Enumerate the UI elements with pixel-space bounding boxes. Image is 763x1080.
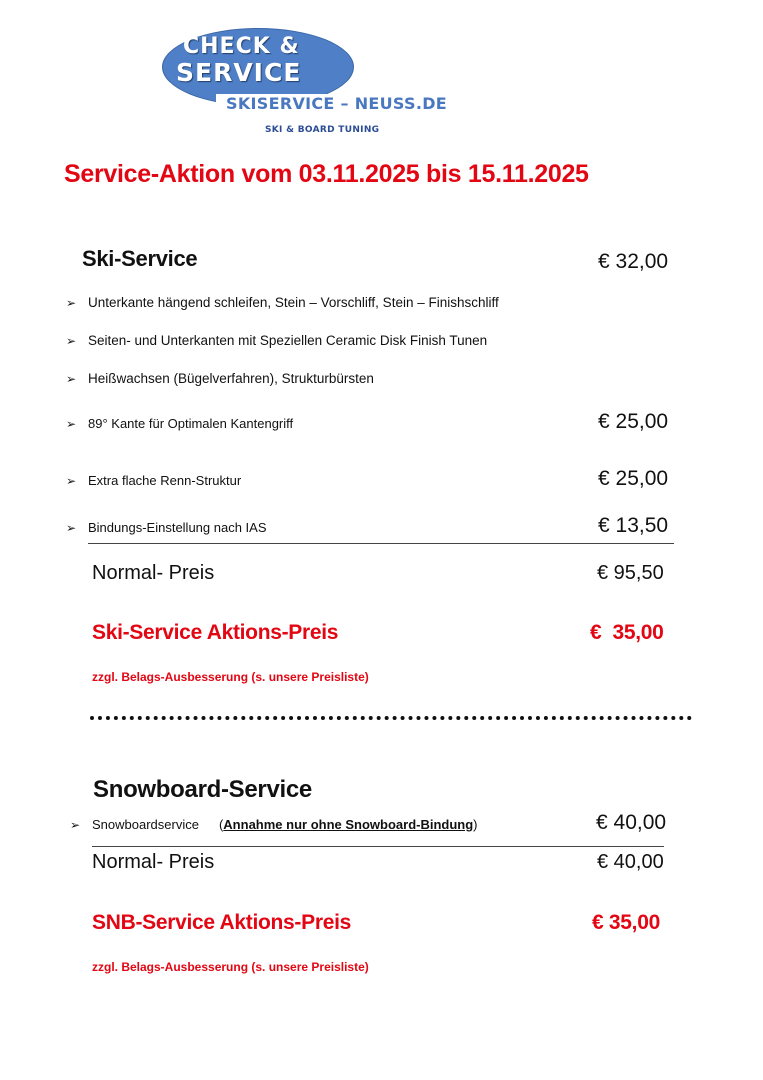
snowboard-promo-price: € 35,00 <box>592 911 660 934</box>
paren-close: ) <box>473 817 478 832</box>
paren-open: ( <box>218 817 224 832</box>
ski-promo-label: Ski-Service Aktions-Preis <box>92 621 339 644</box>
ski-item-price: € 13,50 <box>598 514 669 537</box>
snowboard-promo-label: SNB-Service Aktions-Preis <box>92 911 351 934</box>
bullet-arrow-icon: ➢ <box>70 818 81 832</box>
ski-item-label: 89° Kante für Optimalen Kantengriff <box>88 416 294 431</box>
snowboard-item-condition: Annahme nur ohne Snowboard-Bindung <box>223 817 474 832</box>
logo-line2: SERVICE <box>176 58 302 87</box>
ski-service-price: € 32,00 <box>598 250 669 273</box>
company-logo <box>160 28 460 140</box>
ski-item-label: Heißwachsen (Bügelverfahren), Strukturbürsten <box>88 371 374 386</box>
ski-promo-price: € 35,00 <box>590 621 664 644</box>
ski-item-label: Bindungs-Einstellung nach IAS <box>88 520 267 535</box>
snowboard-item <box>70 817 478 832</box>
ski-item <box>66 295 499 310</box>
logo-website: SKISERVICE – NEUSS.DE <box>226 94 448 113</box>
ski-item <box>66 473 241 488</box>
snowboard-normal-price: € 40,00 <box>597 851 664 873</box>
ski-item <box>66 520 267 535</box>
ski-item-price: € 25,00 <box>598 410 669 433</box>
ski-item <box>66 333 487 348</box>
ski-normal-price-label: Normal- Preis <box>92 562 215 584</box>
snowboard-item-label: Snowboardservice <box>92 817 199 832</box>
ski-item <box>66 416 293 431</box>
ski-item-label: Seiten- und Unterkanten mit Speziellen Ceramic Disk Finish Tunen <box>88 333 488 348</box>
ski-item <box>66 371 374 386</box>
bullet-arrow-icon: ➢ <box>66 521 77 535</box>
snowboard-sum-divider <box>92 846 664 847</box>
bullet-arrow-icon: ➢ <box>66 417 77 431</box>
ski-service-heading: Ski-Service <box>82 246 198 271</box>
page-title: Service-Aktion vom 03.11.2025 bis 15.11.2025 <box>64 160 589 188</box>
snowboard-service-heading: Snowboard-Service <box>93 776 312 803</box>
ski-normal-price: € 95,50 <box>597 562 664 584</box>
bullet-arrow-icon: ➢ <box>66 372 77 386</box>
snowboard-item-price: € 40,00 <box>596 811 667 834</box>
bullet-arrow-icon: ➢ <box>66 474 77 488</box>
ski-sum-divider <box>88 543 674 544</box>
ski-promo-note: zzgl. Belags-Ausbesserung (s. unsere Preisliste) <box>92 670 369 684</box>
logo-tagline: SKI & BOARD TUNING <box>265 125 380 135</box>
ski-item-price: € 25,00 <box>598 467 669 490</box>
ski-item-label: Unterkante hängend schleifen, Stein – Vorschliff, Stein – Finishschliff <box>88 295 499 310</box>
snowboard-normal-price-label: Normal- Preis <box>92 851 215 873</box>
logo-line1: CHECK & <box>183 34 300 59</box>
snowboard-promo-note: zzgl. Belags-Ausbesserung (s. unsere Preisliste) <box>92 960 369 974</box>
bullet-arrow-icon: ➢ <box>66 334 77 348</box>
ski-item-label: Extra flache Renn-Struktur <box>88 473 242 488</box>
section-divider-dotted <box>90 716 692 720</box>
bullet-arrow-icon: ➢ <box>66 296 77 310</box>
